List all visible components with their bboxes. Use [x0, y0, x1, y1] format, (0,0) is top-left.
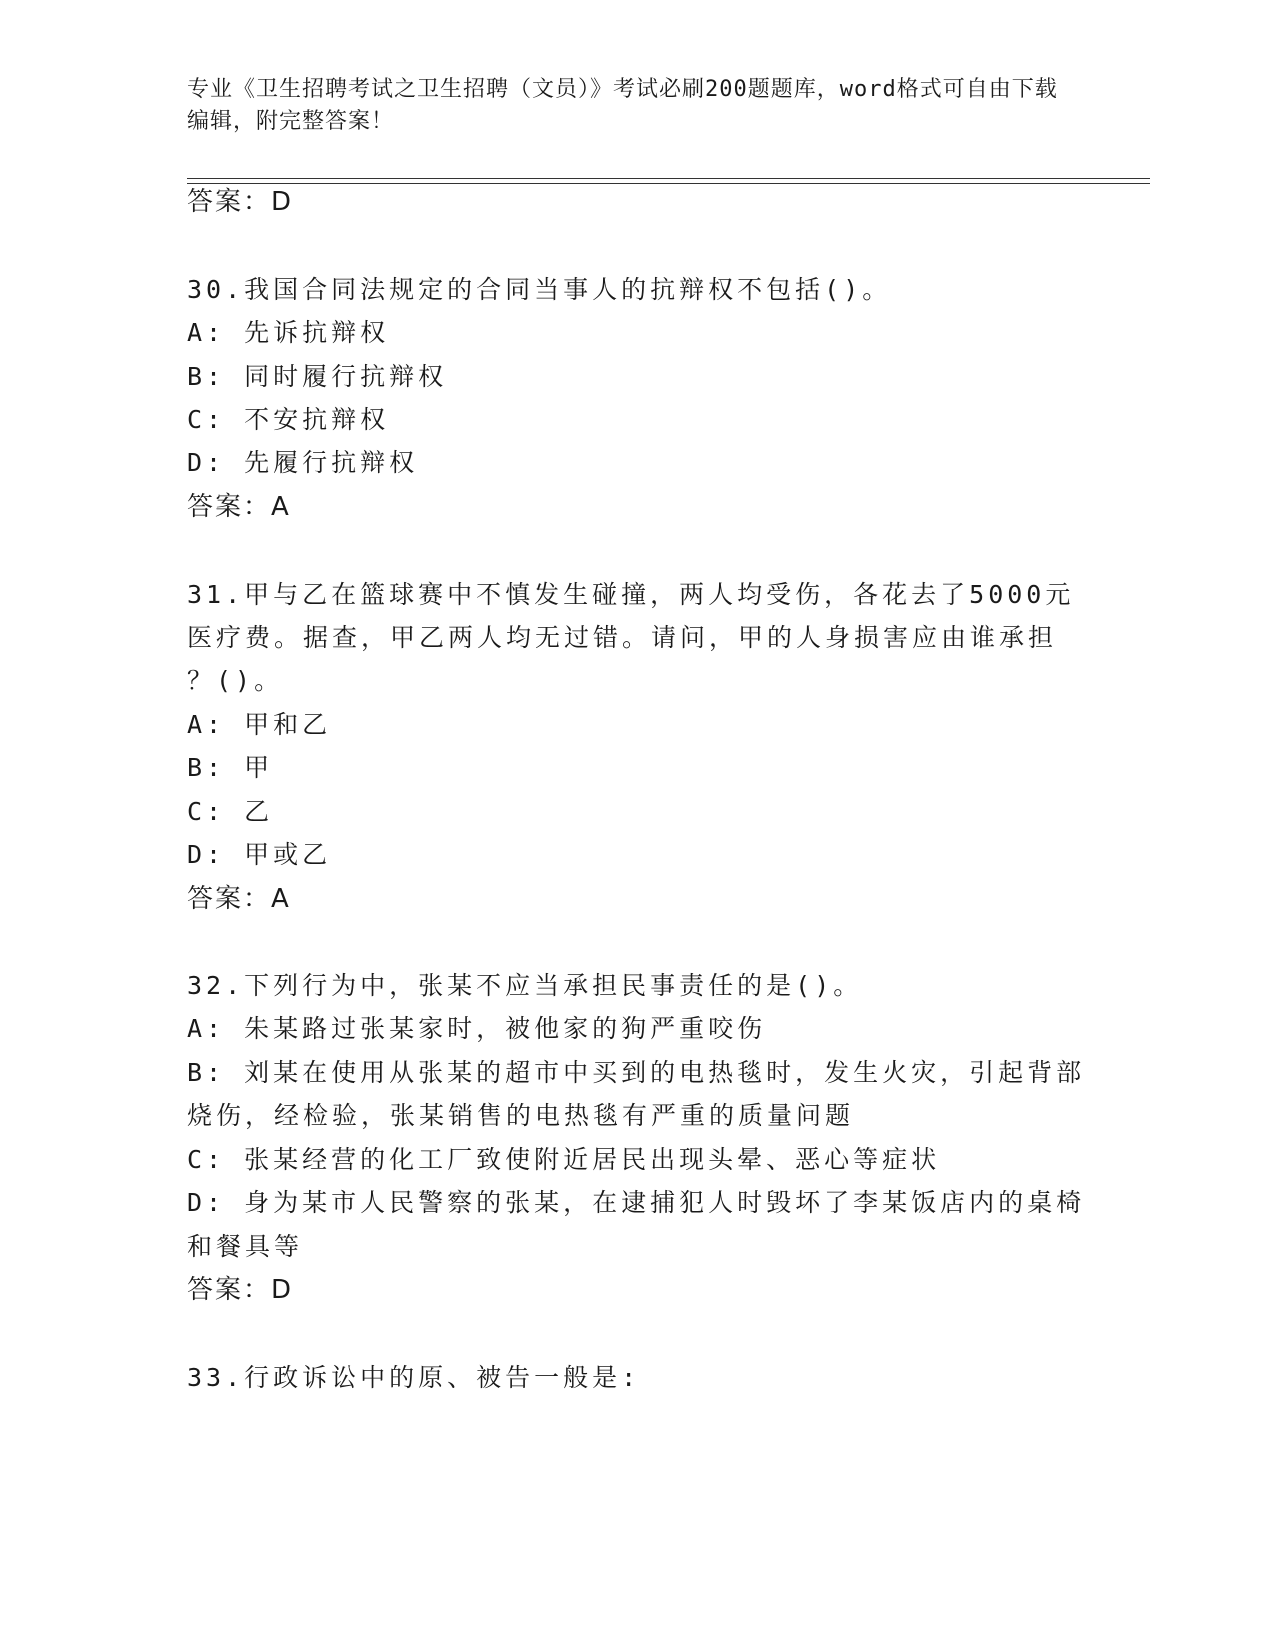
answer: 答案：D [187, 1275, 294, 1305]
option-b-continued: 烧伤，经检验，张某销售的电热毯有严重的质量问题 [187, 1101, 855, 1130]
question-stem: 31.甲与乙在篮球赛中不慎发生碰撞，两人均受伤，各花去了5000元 [187, 580, 1075, 609]
option-a: A: 先诉抗辩权 [187, 318, 390, 347]
header-divider [187, 178, 1150, 179]
option-a: A: 朱某路过张某家时，被他家的狗严重咬伤 [187, 1014, 767, 1043]
question-stem: 32.下列行为中，张某不应当承担民事责任的是()。 [187, 971, 863, 1000]
option-c: C: 不安抗辩权 [187, 405, 390, 434]
option-b: B: 刘某在使用从张某的超市中买到的电热毯时，发生火灾，引起背部 [187, 1058, 1086, 1087]
option-b: B: 同时履行抗辩权 [187, 362, 448, 391]
option-a: A: 甲和乙 [187, 710, 332, 739]
page-header-title: 专业《卫生招聘考试之卫生招聘（文员）》考试必刷200题题库，word格式可自由下载编辑，附完整答案！ [187, 77, 1058, 134]
question-stem: 30.我国合同法规定的合同当事人的抗辩权不包括()。 [187, 275, 892, 304]
previous-answer: 答案：D [187, 187, 294, 217]
option-c: C: 张某经营的化工厂致使附近居民出现头晕、恶心等症状 [187, 1145, 941, 1174]
option-d-continued: 和餐具等 [187, 1232, 304, 1261]
answer: 答案：A [187, 492, 291, 522]
option-d: D: 先履行抗辩权 [187, 448, 419, 477]
option-d: D: 甲或乙 [187, 840, 332, 869]
question-stem: 33.行政诉讼中的原、被告一般是: [187, 1363, 641, 1392]
option-d: D: 身为某市人民警察的张某，在逮捕犯人时毁坏了李某饭店内的桌椅 [187, 1188, 1086, 1217]
option-c: C: 乙 [187, 797, 274, 826]
question-stem: ？()。 [187, 666, 284, 695]
question-stem: 医疗费。据查，甲乙两人均无过错。请问，甲的人身损害应由谁承担 [187, 623, 1058, 652]
answer: 答案：A [187, 884, 291, 914]
header-divider-double [187, 183, 1150, 184]
option-b: B: 甲 [187, 753, 274, 782]
